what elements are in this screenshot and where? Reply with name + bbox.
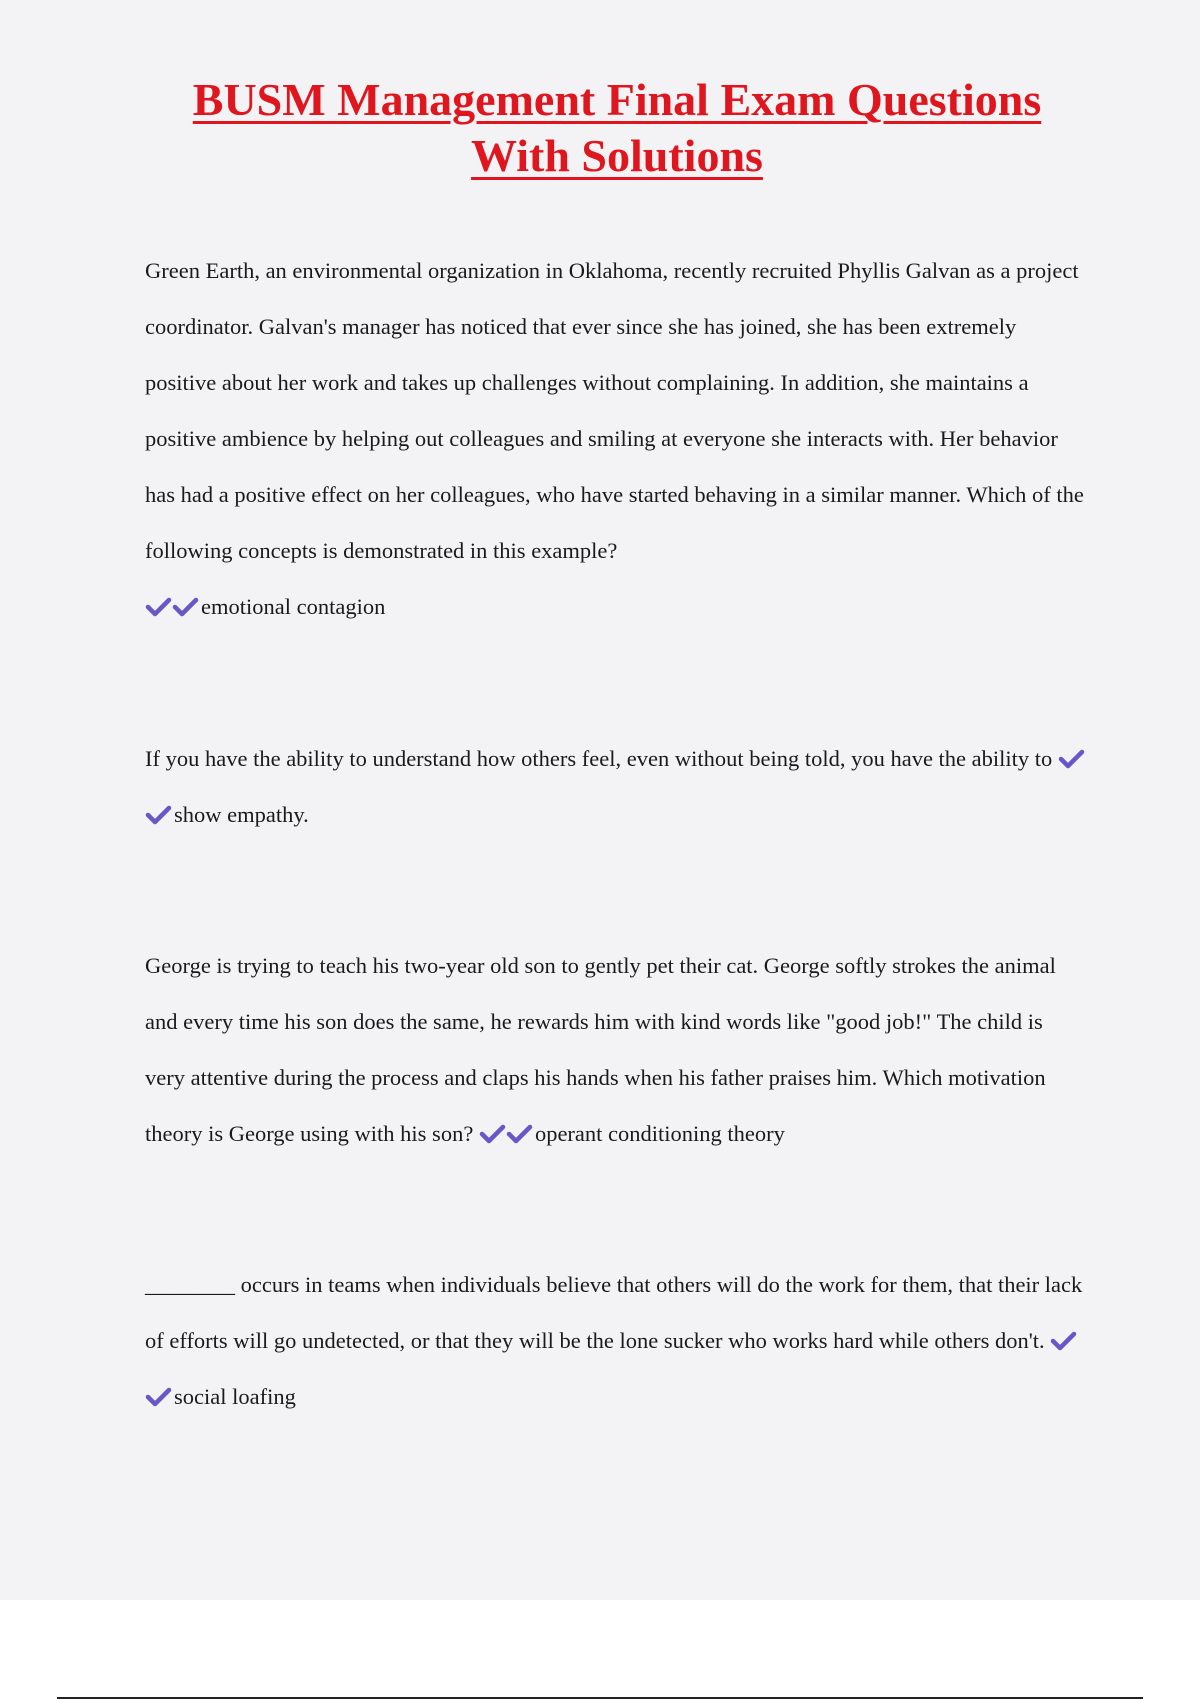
answer-text: emotional contagion: [201, 594, 386, 619]
question-block-4: [145, 1257, 1085, 1425]
checkmark-icon: [145, 1387, 172, 1407]
footer-divider: [57, 1697, 1143, 1699]
checkmark-icon: [479, 1124, 506, 1144]
title-line-1: BUSM Management Final Exam Questions: [192, 74, 1042, 125]
checkmark-icon: [172, 597, 199, 617]
checkmark-icon: [1058, 749, 1085, 769]
checkmark-icon: [145, 805, 172, 825]
checkmark-icon: [506, 1124, 533, 1144]
question-text: George is trying to teach his two-year old son to gently pet their cat. George softly strokes the animal and every time his son does the same, he rewards him with kind words like "good job!" The child is very attentive during the process and claps his hands when his father praises him. Which motivation theory is George using with his son?: [145, 953, 1056, 1146]
answer-text: operant conditioning theory: [534, 1121, 785, 1146]
title-line-2: With Solutions: [471, 130, 763, 181]
fill-in-blank: ________: [145, 1272, 235, 1297]
checkmark-icon: [1050, 1331, 1077, 1351]
answer-line: [145, 579, 1085, 635]
checkmark-icon: [145, 597, 172, 617]
question-block-1: [145, 243, 1085, 635]
question-text: If you have the ability to understand how others feel, even without being told, you have the ability to: [145, 746, 1053, 771]
document-title: [100, 72, 1134, 184]
question-block-3: [145, 938, 1085, 1162]
question-text: Green Earth, an environmental organization in Oklahoma, recently recruited Phyllis Galvan as a project coordinator. Galvan's manager has noticed that ever since she has joined, she has been extremely positive about her work and takes up challenges without complaining. In addition, she maintains a positive ambience by helping out colleagues and smiling at everyone she interacts with. Her behavior has had a positive effect on her colleagues, who have started behaving in a similar manner. Which of the following concepts is demonstrated in this example?: [145, 258, 1084, 563]
answer-text: show empathy.: [174, 802, 309, 827]
question-block-2: [145, 731, 1085, 843]
question-text: occurs in teams when individuals believe that others will do the work for them, that their lack of efforts will go undetected, or that they will be the lone sucker who works hard while others don't.: [145, 1272, 1083, 1353]
answer-text: social loafing: [174, 1384, 296, 1409]
